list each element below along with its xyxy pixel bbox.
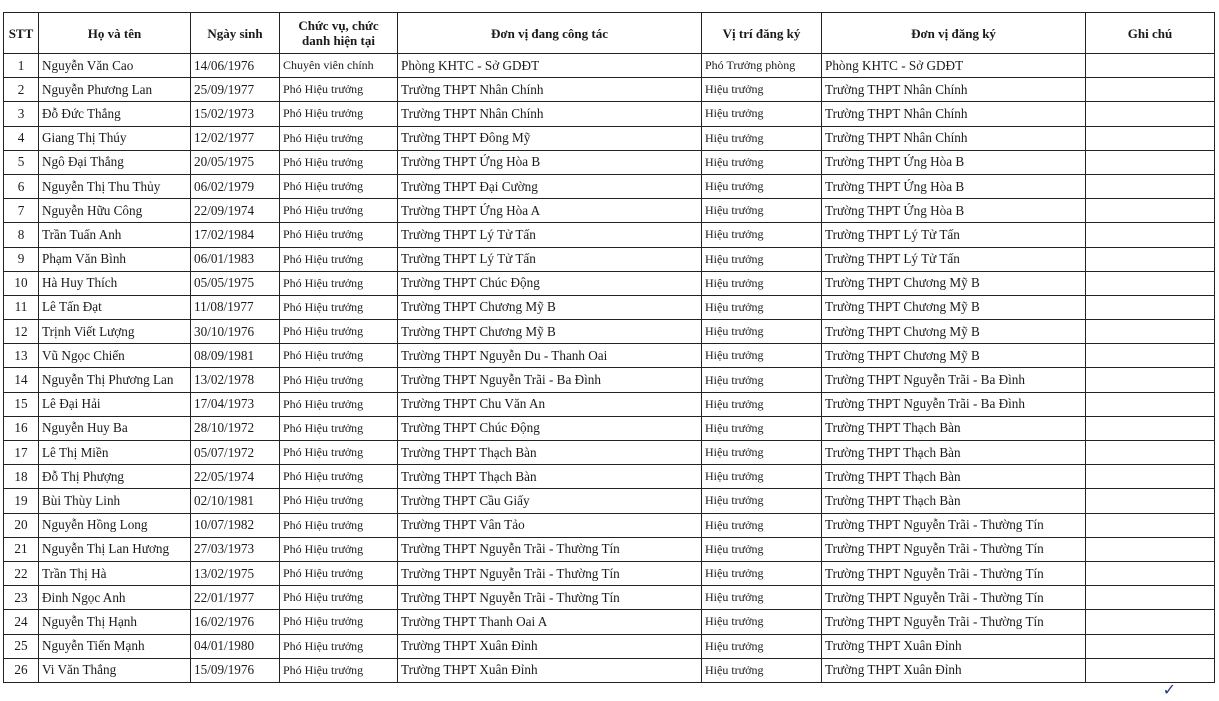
cell-applied-position: Hiệu trưởng <box>702 78 822 102</box>
cell-name: Lê Đại Hải <box>39 392 191 416</box>
cell-applied-unit: Trường THPT Chương Mỹ B <box>822 320 1086 344</box>
cell-note <box>1086 223 1215 247</box>
table-row <box>4 150 1215 174</box>
cell-birthdate: 30/10/1976 <box>191 320 280 344</box>
cell-birthdate: 02/10/1981 <box>191 489 280 513</box>
cell-birthdate: 15/09/1976 <box>191 658 280 682</box>
cell-current-unit: Trường THPT Chu Văn An <box>398 392 702 416</box>
cell-birthdate: 17/02/1984 <box>191 223 280 247</box>
cell-applied-unit: Trường THPT Chương Mỹ B <box>822 295 1086 319</box>
cell-applied-unit: Trường THPT Lý Tử Tấn <box>822 223 1086 247</box>
cell-birthdate: 13/02/1978 <box>191 368 280 392</box>
table-row <box>4 199 1215 223</box>
cell-applied-position: Hiệu trưởng <box>702 223 822 247</box>
cell-applied-unit: Trường THPT Thạch Bàn <box>822 441 1086 465</box>
cell-stt: 1 <box>4 54 39 78</box>
cell-stt: 17 <box>4 441 39 465</box>
cell-current-unit: Trường THPT Nguyễn Trãi - Thường Tín <box>398 561 702 585</box>
cell-stt: 4 <box>4 126 39 150</box>
cell-note <box>1086 586 1215 610</box>
cell-birthdate: 10/07/1982 <box>191 513 280 537</box>
cell-stt: 19 <box>4 489 39 513</box>
cell-position: Phó Hiệu trưởng <box>280 150 398 174</box>
table-row <box>4 320 1215 344</box>
cell-current-unit: Trường THPT Thạch Bàn <box>398 441 702 465</box>
cell-name: Đỗ Thị Phượng <box>39 465 191 489</box>
cell-name: Đỗ Đức Thắng <box>39 102 191 126</box>
cell-note <box>1086 199 1215 223</box>
cell-applied-unit: Trường THPT Nguyễn Trãi - Thường Tín <box>822 513 1086 537</box>
cell-current-unit: Trường THPT Nguyễn Trãi - Thường Tín <box>398 586 702 610</box>
cell-name: Bùi Thùy Linh <box>39 489 191 513</box>
cell-position: Phó Hiệu trưởng <box>280 561 398 585</box>
cell-current-unit: Trường THPT Chương Mỹ B <box>398 320 702 344</box>
cell-birthdate: 12/02/1977 <box>191 126 280 150</box>
table-row <box>4 102 1215 126</box>
table-row <box>4 295 1215 319</box>
header-note: Ghi chú <box>1086 13 1215 54</box>
cell-name: Nguyễn Thị Lan Hương <box>39 537 191 561</box>
cell-stt: 21 <box>4 537 39 561</box>
cell-applied-position: Hiệu trưởng <box>702 537 822 561</box>
cell-stt: 3 <box>4 102 39 126</box>
cell-birthdate: 13/02/1975 <box>191 561 280 585</box>
cell-note <box>1086 610 1215 634</box>
cell-applied-position: Hiệu trưởng <box>702 586 822 610</box>
cell-stt: 9 <box>4 247 39 271</box>
table-row <box>4 658 1215 682</box>
cell-applied-unit: Trường THPT Nguyễn Trãi - Thường Tín <box>822 561 1086 585</box>
cell-current-unit: Trường THPT Thanh Oai A <box>398 610 702 634</box>
cell-current-unit: Trường THPT Nhân Chính <box>398 78 702 102</box>
cell-current-unit: Trường THPT Lý Tử Tấn <box>398 247 702 271</box>
cell-note <box>1086 54 1215 78</box>
cell-position: Phó Hiệu trưởng <box>280 586 398 610</box>
cell-note <box>1086 126 1215 150</box>
cell-note <box>1086 634 1215 658</box>
table-row <box>4 344 1215 368</box>
cell-position: Phó Hiệu trưởng <box>280 320 398 344</box>
cell-stt: 6 <box>4 174 39 198</box>
cell-name: Hà Huy Thích <box>39 271 191 295</box>
cell-note <box>1086 320 1215 344</box>
cell-position: Phó Hiệu trưởng <box>280 102 398 126</box>
cell-stt: 14 <box>4 368 39 392</box>
cell-stt: 15 <box>4 392 39 416</box>
cell-current-unit: Trường THPT Chúc Động <box>398 271 702 295</box>
table-row <box>4 392 1215 416</box>
cell-birthdate: 15/02/1973 <box>191 102 280 126</box>
cell-birthdate: 28/10/1972 <box>191 416 280 440</box>
cell-position: Phó Hiệu trưởng <box>280 513 398 537</box>
cell-current-unit: Trường THPT Nguyễn Du - Thanh Oai <box>398 344 702 368</box>
cell-stt: 11 <box>4 295 39 319</box>
cell-applied-unit: Trường THPT Thạch Bàn <box>822 489 1086 513</box>
table-row <box>4 489 1215 513</box>
cell-position: Phó Hiệu trưởng <box>280 392 398 416</box>
cell-note <box>1086 658 1215 682</box>
cell-stt: 5 <box>4 150 39 174</box>
cell-applied-unit: Trường THPT Chương Mỹ B <box>822 344 1086 368</box>
cell-note <box>1086 465 1215 489</box>
cell-birthdate: 11/08/1977 <box>191 295 280 319</box>
table-row <box>4 586 1215 610</box>
cell-stt: 2 <box>4 78 39 102</box>
cell-applied-unit: Trường THPT Nhân Chính <box>822 126 1086 150</box>
cell-position: Phó Hiệu trưởng <box>280 344 398 368</box>
cell-note <box>1086 271 1215 295</box>
cell-current-unit: Trường THPT Nguyễn Trãi - Thường Tín <box>398 537 702 561</box>
cell-applied-position: Hiệu trưởng <box>702 489 822 513</box>
header-row <box>4 13 1215 54</box>
cell-birthdate: 06/02/1979 <box>191 174 280 198</box>
cell-applied-position: Hiệu trưởng <box>702 465 822 489</box>
cell-applied-position: Hiệu trưởng <box>702 199 822 223</box>
cell-name: Lê Thị Miền <box>39 441 191 465</box>
cell-stt: 8 <box>4 223 39 247</box>
cell-applied-position: Hiệu trưởng <box>702 610 822 634</box>
cell-name: Nguyễn Huy Ba <box>39 416 191 440</box>
cell-applied-unit: Trường THPT Ứng Hòa B <box>822 199 1086 223</box>
cell-applied-position: Hiệu trưởng <box>702 150 822 174</box>
cell-current-unit: Trường THPT Ứng Hòa A <box>398 199 702 223</box>
cell-current-unit: Trường THPT Xuân Đỉnh <box>398 634 702 658</box>
cell-position: Phó Hiệu trưởng <box>280 295 398 319</box>
cell-note <box>1086 489 1215 513</box>
cell-name: Nguyễn Thị Thu Thủy <box>39 174 191 198</box>
cell-stt: 13 <box>4 344 39 368</box>
cell-current-unit: Phòng KHTC - Sở GDĐT <box>398 54 702 78</box>
cell-applied-unit: Trường THPT Thạch Bàn <box>822 465 1086 489</box>
cell-stt: 24 <box>4 610 39 634</box>
cell-note <box>1086 174 1215 198</box>
cell-applied-unit: Trường THPT Xuân Đỉnh <box>822 658 1086 682</box>
cell-birthdate: 20/05/1975 <box>191 150 280 174</box>
pen-mark-icon: ✓ <box>1162 680 1176 699</box>
table-row <box>4 610 1215 634</box>
table-row <box>4 174 1215 198</box>
cell-applied-unit: Trường THPT Nguyễn Trãi - Thường Tín <box>822 610 1086 634</box>
cell-name: Vi Văn Thắng <box>39 658 191 682</box>
cell-applied-position: Phó Trưởng phòng <box>702 54 822 78</box>
cell-name: Lê Tấn Đạt <box>39 295 191 319</box>
cell-note <box>1086 368 1215 392</box>
cell-stt: 26 <box>4 658 39 682</box>
cell-applied-position: Hiệu trưởng <box>702 658 822 682</box>
cell-position: Phó Hiệu trưởng <box>280 247 398 271</box>
table-row <box>4 441 1215 465</box>
cell-note <box>1086 537 1215 561</box>
cell-applied-position: Hiệu trưởng <box>702 561 822 585</box>
cell-note <box>1086 513 1215 537</box>
cell-current-unit: Trường THPT Thạch Bàn <box>398 465 702 489</box>
cell-name: Nguyễn Thị Phương Lan <box>39 368 191 392</box>
cell-stt: 16 <box>4 416 39 440</box>
cell-position: Phó Hiệu trưởng <box>280 610 398 634</box>
cell-applied-position: Hiệu trưởng <box>702 634 822 658</box>
cell-applied-position: Hiệu trưởng <box>702 102 822 126</box>
cell-birthdate: 25/09/1977 <box>191 78 280 102</box>
cell-position: Phó Hiệu trưởng <box>280 465 398 489</box>
candidate-table <box>3 12 1215 683</box>
cell-current-unit: Trường THPT Cầu Giấy <box>398 489 702 513</box>
cell-position: Phó Hiệu trưởng <box>280 271 398 295</box>
cell-name: Nguyễn Thị Hạnh <box>39 610 191 634</box>
cell-current-unit: Trường THPT Vân Tảo <box>398 513 702 537</box>
cell-current-unit: Trường THPT Đông Mỹ <box>398 126 702 150</box>
cell-position: Phó Hiệu trưởng <box>280 537 398 561</box>
cell-birthdate: 08/09/1981 <box>191 344 280 368</box>
cell-name: Nguyễn Phương Lan <box>39 78 191 102</box>
table-row <box>4 271 1215 295</box>
cell-position: Phó Hiệu trưởng <box>280 126 398 150</box>
cell-name: Nguyễn Hồng Long <box>39 513 191 537</box>
cell-position: Phó Hiệu trưởng <box>280 174 398 198</box>
cell-position: Phó Hiệu trưởng <box>280 634 398 658</box>
header-birthdate: Ngày sinh <box>191 13 280 54</box>
cell-applied-unit: Trường THPT Ứng Hòa B <box>822 174 1086 198</box>
cell-applied-unit: Trường THPT Nhân Chính <box>822 78 1086 102</box>
cell-note <box>1086 102 1215 126</box>
cell-position: Phó Hiệu trưởng <box>280 199 398 223</box>
cell-position: Chuyên viên chính <box>280 54 398 78</box>
cell-applied-unit: Trường THPT Nguyễn Trãi - Thường Tín <box>822 586 1086 610</box>
cell-position: Phó Hiệu trưởng <box>280 416 398 440</box>
cell-applied-position: Hiệu trưởng <box>702 416 822 440</box>
cell-note <box>1086 561 1215 585</box>
table-body <box>4 54 1215 683</box>
table-row <box>4 368 1215 392</box>
cell-note <box>1086 150 1215 174</box>
cell-stt: 20 <box>4 513 39 537</box>
cell-name: Đinh Ngọc Anh <box>39 586 191 610</box>
cell-applied-position: Hiệu trưởng <box>702 513 822 537</box>
cell-applied-unit: Trường THPT Nguyễn Trãi - Thường Tín <box>822 537 1086 561</box>
cell-position: Phó Hiệu trưởng <box>280 78 398 102</box>
cell-current-unit: Trường THPT Chương Mỹ B <box>398 295 702 319</box>
cell-name: Giang Thị Thúy <box>39 126 191 150</box>
cell-birthdate: 22/01/1977 <box>191 586 280 610</box>
cell-note <box>1086 344 1215 368</box>
cell-note <box>1086 441 1215 465</box>
cell-name: Ngô Đại Thắng <box>39 150 191 174</box>
cell-birthdate: 06/01/1983 <box>191 247 280 271</box>
cell-name: Vũ Ngọc Chiến <box>39 344 191 368</box>
cell-current-unit: Trường THPT Chúc Động <box>398 416 702 440</box>
table-row <box>4 561 1215 585</box>
cell-applied-position: Hiệu trưởng <box>702 271 822 295</box>
cell-position: Phó Hiệu trưởng <box>280 223 398 247</box>
cell-name: Trần Thị Hà <box>39 561 191 585</box>
cell-applied-unit: Trường THPT Nguyễn Trãi - Ba Đình <box>822 368 1086 392</box>
table-row <box>4 465 1215 489</box>
cell-position: Phó Hiệu trưởng <box>280 658 398 682</box>
cell-applied-unit: Trường THPT Ứng Hòa B <box>822 150 1086 174</box>
cell-applied-position: Hiệu trưởng <box>702 247 822 271</box>
table-row <box>4 54 1215 78</box>
table-row <box>4 78 1215 102</box>
cell-applied-unit: Trường THPT Nhân Chính <box>822 102 1086 126</box>
cell-applied-unit: Trường THPT Chương Mỹ B <box>822 271 1086 295</box>
cell-note <box>1086 78 1215 102</box>
header-applied-position: Vị trí đăng ký <box>702 13 822 54</box>
cell-applied-position: Hiệu trưởng <box>702 320 822 344</box>
cell-current-unit: Trường THPT Xuân Đỉnh <box>398 658 702 682</box>
cell-stt: 23 <box>4 586 39 610</box>
cell-applied-position: Hiệu trưởng <box>702 368 822 392</box>
cell-birthdate: 14/06/1976 <box>191 54 280 78</box>
table-row <box>4 126 1215 150</box>
cell-applied-unit: Trường THPT Xuân Đỉnh <box>822 634 1086 658</box>
cell-position: Phó Hiệu trưởng <box>280 441 398 465</box>
cell-stt: 18 <box>4 465 39 489</box>
header-current-unit: Đơn vị đang công tác <box>398 13 702 54</box>
cell-name: Trần Tuấn Anh <box>39 223 191 247</box>
cell-name: Nguyễn Tiến Mạnh <box>39 634 191 658</box>
cell-applied-position: Hiệu trưởng <box>702 441 822 465</box>
cell-stt: 22 <box>4 561 39 585</box>
cell-current-unit: Trường THPT Ứng Hòa B <box>398 150 702 174</box>
cell-name: Trịnh Viết Lượng <box>39 320 191 344</box>
cell-applied-unit: Trường THPT Lý Tử Tấn <box>822 247 1086 271</box>
cell-applied-unit: Phòng KHTC - Sở GDĐT <box>822 54 1086 78</box>
cell-applied-position: Hiệu trưởng <box>702 174 822 198</box>
cell-position: Phó Hiệu trưởng <box>280 489 398 513</box>
table-row <box>4 416 1215 440</box>
cell-current-unit: Trường THPT Nhân Chính <box>398 102 702 126</box>
cell-applied-position: Hiệu trưởng <box>702 295 822 319</box>
cell-name: Nguyễn Văn Cao <box>39 54 191 78</box>
table-row <box>4 223 1215 247</box>
cell-name: Phạm Văn Bình <box>39 247 191 271</box>
cell-note <box>1086 247 1215 271</box>
cell-applied-unit: Trường THPT Thạch Bàn <box>822 416 1086 440</box>
cell-birthdate: 04/01/1980 <box>191 634 280 658</box>
table-row <box>4 247 1215 271</box>
cell-birthdate: 22/09/1974 <box>191 199 280 223</box>
table-row <box>4 513 1215 537</box>
header-position: Chức vụ, chức danh hiện tại <box>280 13 398 54</box>
cell-stt: 10 <box>4 271 39 295</box>
cell-applied-position: Hiệu trưởng <box>702 344 822 368</box>
cell-current-unit: Trường THPT Lý Tử Tấn <box>398 223 702 247</box>
cell-applied-unit: Trường THPT Nguyễn Trãi - Ba Đình <box>822 392 1086 416</box>
cell-note <box>1086 416 1215 440</box>
cell-applied-position: Hiệu trưởng <box>702 392 822 416</box>
cell-stt: 7 <box>4 199 39 223</box>
cell-stt: 25 <box>4 634 39 658</box>
cell-birthdate: 17/04/1973 <box>191 392 280 416</box>
cell-current-unit: Trường THPT Đại Cường <box>398 174 702 198</box>
cell-birthdate: 27/03/1973 <box>191 537 280 561</box>
cell-birthdate: 05/07/1972 <box>191 441 280 465</box>
cell-current-unit: Trường THPT Nguyễn Trãi - Ba Đình <box>398 368 702 392</box>
cell-note <box>1086 295 1215 319</box>
cell-stt: 12 <box>4 320 39 344</box>
cell-birthdate: 16/02/1976 <box>191 610 280 634</box>
table-row <box>4 537 1215 561</box>
header-applied-unit: Đơn vị đăng ký <box>822 13 1086 54</box>
cell-birthdate: 22/05/1974 <box>191 465 280 489</box>
cell-birthdate: 05/05/1975 <box>191 271 280 295</box>
header-stt: STT <box>4 13 39 54</box>
cell-position: Phó Hiệu trưởng <box>280 368 398 392</box>
header-name: Họ và tên <box>39 13 191 54</box>
cell-note <box>1086 392 1215 416</box>
cell-applied-position: Hiệu trưởng <box>702 126 822 150</box>
table-row <box>4 634 1215 658</box>
cell-name: Nguyễn Hữu Công <box>39 199 191 223</box>
